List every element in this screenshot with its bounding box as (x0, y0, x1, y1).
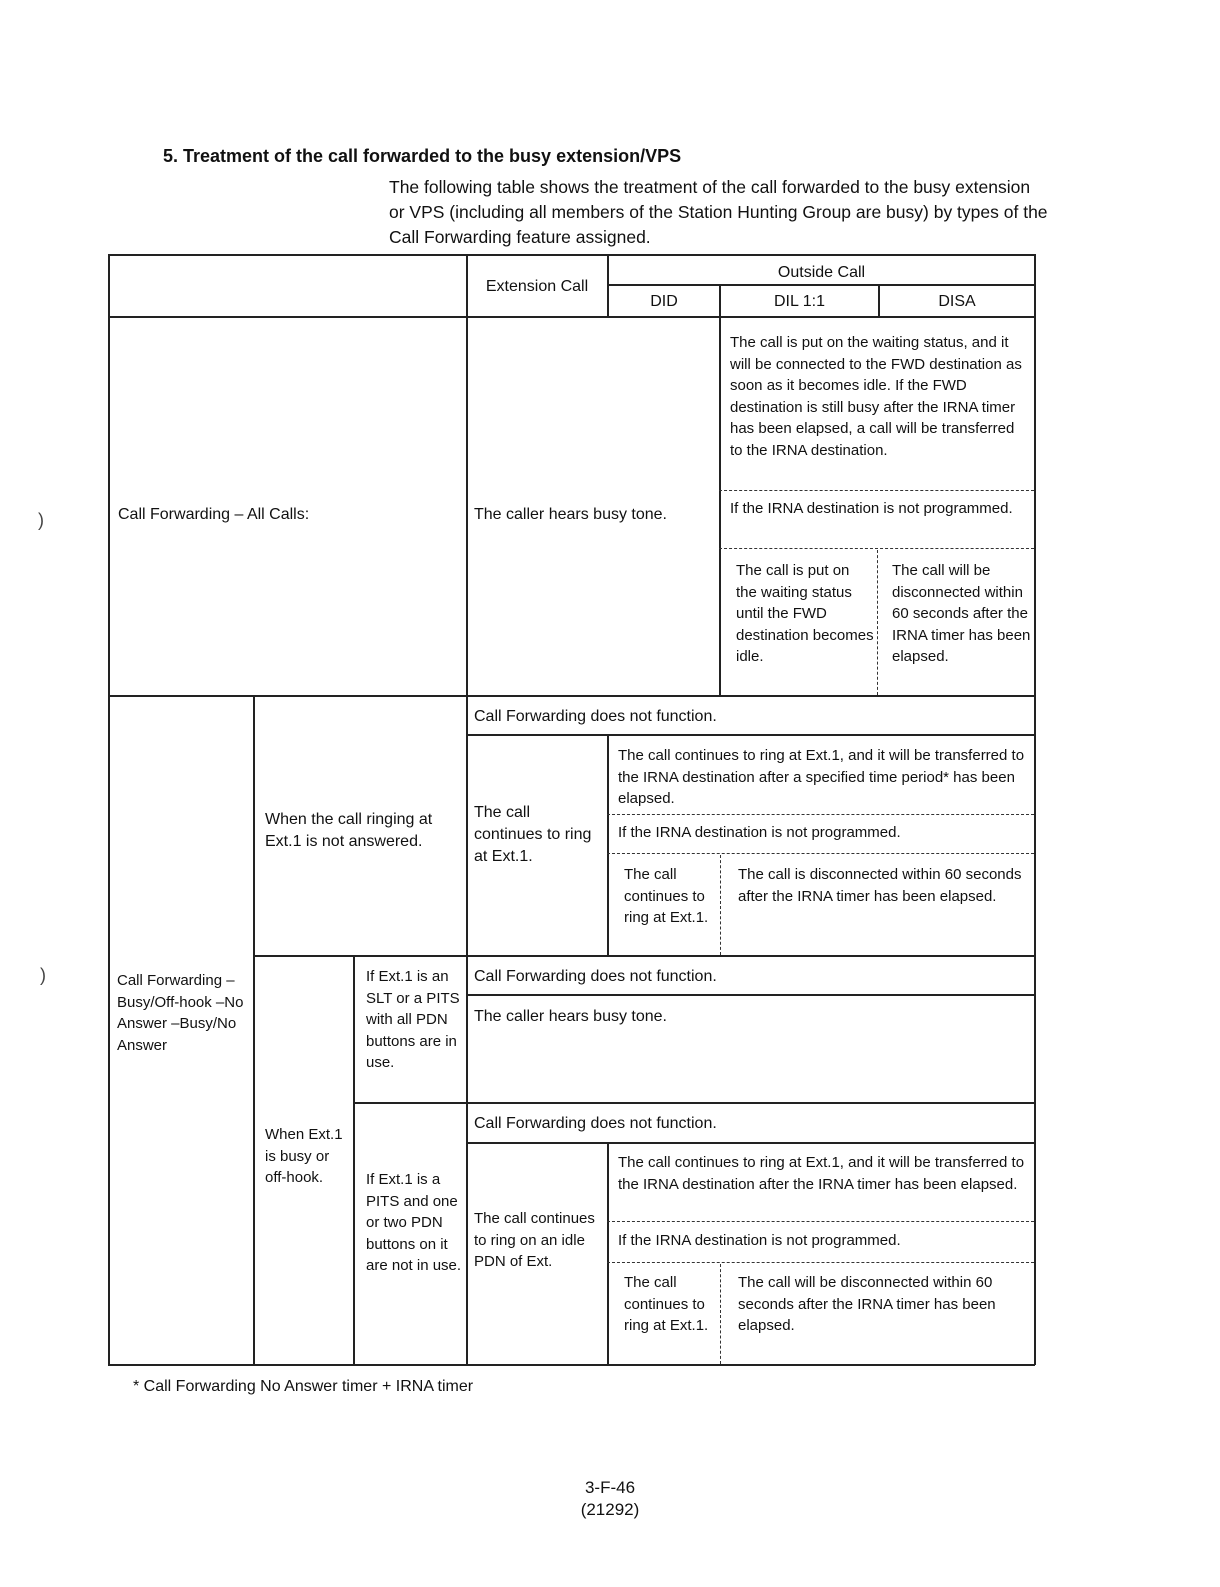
footnote: * Call Forwarding No Answer timer + IRNA timer (133, 1378, 474, 1395)
continues-ring-at-ext-2: The call continues to ring at Ext.1. (624, 1274, 709, 1334)
disconnect-text-2: The call is disconnected within 60 seconds after the IRNA timer has been elapsed. (738, 866, 1022, 905)
no-function-text-3: Call Forwarding does not function. (474, 1115, 717, 1132)
transfer-text-2: The call continues to ring at Ext.1, and it will be transferred to the IRNA destination after the IRNA timer has been elapsed. (618, 1154, 1025, 1193)
outside-call-header: Outside Call (777, 264, 866, 281)
transfer-text-1: The call continues to ring at Ext.1, and it will be transferred to the IRNA destination after a specified time period* has been elapsed. (618, 747, 1025, 807)
disconnect-text-1: The call will be disconnected within 60 seconds after the IRNA timer has been elapsed. (892, 562, 1031, 665)
disconnect-text-3: The call will be disconnected within 60 seconds after the IRNA timer has been elapsed. (738, 1274, 996, 1334)
irna-not-programmed-text: If the IRNA destination is not programmed. (730, 500, 1013, 517)
dil-header: DIL 1:1 (774, 293, 825, 310)
pits-condition-text: If Ext.1 is a PITS and one or two PDN buttons on it are not in use. (366, 1171, 462, 1274)
all-calls-extension-text: The caller hears busy tone. (474, 506, 667, 523)
waiting-status-text: The call is put on the waiting status, and it will be connected to the FWD destination as soon as it becomes idle. If the FWD destination is still busy after the IRNA timer has been elapsed, a call will be transferred to the IRNA destination. (730, 334, 1022, 459)
idle-pdn-text: The call continues to ring on an idle PDN of Ext. (474, 1210, 595, 1270)
document-code: (21292) (580, 1500, 640, 1519)
disa-header: DISA (938, 293, 976, 310)
slt-condition-text: If Ext.1 is an SLT or a PITS with all PDN buttons are in use. (366, 968, 460, 1071)
section-heading: 5. Treatment of the call forwarded to the busy extension/VPS (163, 146, 682, 166)
irna-not-programmed-text-2: If the IRNA destination is not programmed. (618, 824, 901, 841)
all-calls-label: Call Forwarding – All Calls: (118, 506, 310, 523)
when-busy-text: When Ext.1 is busy or off-hook. (265, 1126, 343, 1186)
continues-ring-at-ext-1: The call continues to ring at Ext.1. (624, 866, 709, 926)
binder-mark-icon: ) (38, 510, 44, 530)
intro-paragraph: The following table shows the treatment of the call forwarded to the busy extension or VPS (including all members of the Station Hunting Group are busy) by types of the Call Forwarding feature assigned. (389, 177, 1048, 247)
continues-ring-text: The call continues to ring at Ext.1. (474, 804, 592, 865)
did-header: DID (650, 293, 678, 310)
binder-mark-icon: ) (40, 965, 46, 985)
not-answered-text: When the call ringing at Ext.1 is not answered. (265, 811, 433, 850)
busy-no-answer-label: Call Forwarding –Busy/Off-hook –No Answer –Busy/No Answer (117, 972, 244, 1054)
irna-not-programmed-text-3: If the IRNA destination is not programmed. (618, 1232, 901, 1249)
no-function-text-2: Call Forwarding does not function. (474, 968, 717, 985)
page-footer (0, 1477, 1220, 1521)
extension-call-header: Extension Call (485, 278, 589, 295)
page-number: 3-F-46 (584, 1478, 636, 1497)
no-function-text-1: Call Forwarding does not function. (474, 708, 717, 725)
busy-tone-text: The caller hears busy tone. (474, 1008, 667, 1025)
put-on-waiting-text: The call is put on the waiting status until the FWD destination becomes idle. (736, 562, 874, 665)
